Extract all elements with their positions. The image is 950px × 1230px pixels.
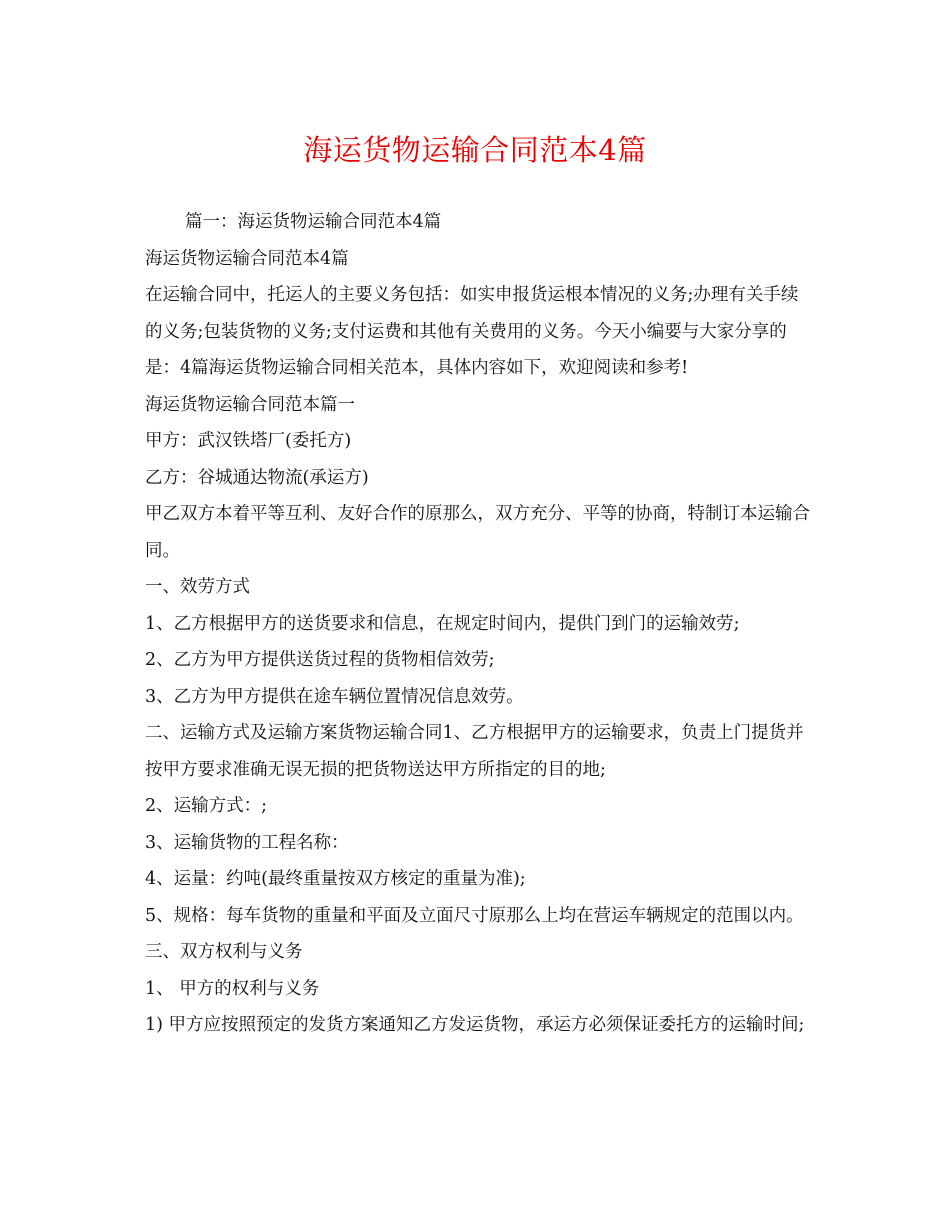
paragraph-section-heading: 篇一：海运货物运输合同范本4篇 xyxy=(185,212,442,232)
paragraph-clause: 4、运量：约吨(最终重量按双方核定的重量为准); xyxy=(145,869,526,889)
paragraph-clause: 1、乙方根据甲方的送货要求和信息，在规定时间内，提供门到门的运输效劳; xyxy=(145,613,740,634)
paragraph-contract-heading: 海运货物运输合同范本篇一 xyxy=(145,394,355,415)
paragraph-party-b: 乙方：谷城通达物流(承运方) xyxy=(145,467,369,488)
paragraph-section-1-heading: 一、效劳方式 xyxy=(145,577,250,597)
paragraph-intro: 在运输合同中，托运人的主要义务包括：如实申报货运根本情况的义务;办理有关手续的义务;包装货物的义务;支付运费和其他有关费用的义务。今天小编要与大家分享的是：4篇海运货物运输合同相关范本，具体内容如下，欢迎阅读和参考! xyxy=(145,285,799,378)
paragraph-party-a: 甲方：武汉铁塔厂(委托方) xyxy=(145,431,352,451)
paragraph-clause: 2、乙方为甲方提供送货过程的货物相信效劳; xyxy=(145,650,495,670)
paragraph-section-2-heading: 二、运输方式及运输方案货物运输合同1、乙方根据甲方的运输要求，负责上门提货并按甲方要求准确无误无损的把货物送达甲方所指定的目的地; xyxy=(145,723,804,780)
paragraph-clause: 5、规格：每车货物的重量和平面及立面尺寸原那么上均在营运车辆规定的范围以内。 xyxy=(145,905,804,926)
paragraph-subsection-heading: 1、 甲方的权利与义务 xyxy=(145,978,320,999)
document-title: 海运货物运输合同范本4篇 xyxy=(303,133,647,167)
paragraph-clause: 1) 甲方应按照预定的发货方案通知乙方发运货物，承运方必须保证委托方的运输时间; xyxy=(145,1015,805,1035)
paragraph-section-3-heading: 三、双方权利与义务 xyxy=(145,942,303,962)
paragraph-clause: 3、运输货物的工程名称： xyxy=(145,832,349,853)
paragraph-subtitle: 海运货物运输合同范本4篇 xyxy=(145,248,349,269)
paragraph-preamble: 甲乙双方本着平等互利、友好合作的原那么，双方充分、平等的协商，特制订本运输合同。 xyxy=(145,504,810,561)
paragraph-clause: 3、乙方为甲方提供在途车辆位置情况信息效劳。 xyxy=(145,686,524,707)
document-body xyxy=(145,204,813,1044)
paragraph-clause: 2、运输方式：; xyxy=(145,796,268,816)
